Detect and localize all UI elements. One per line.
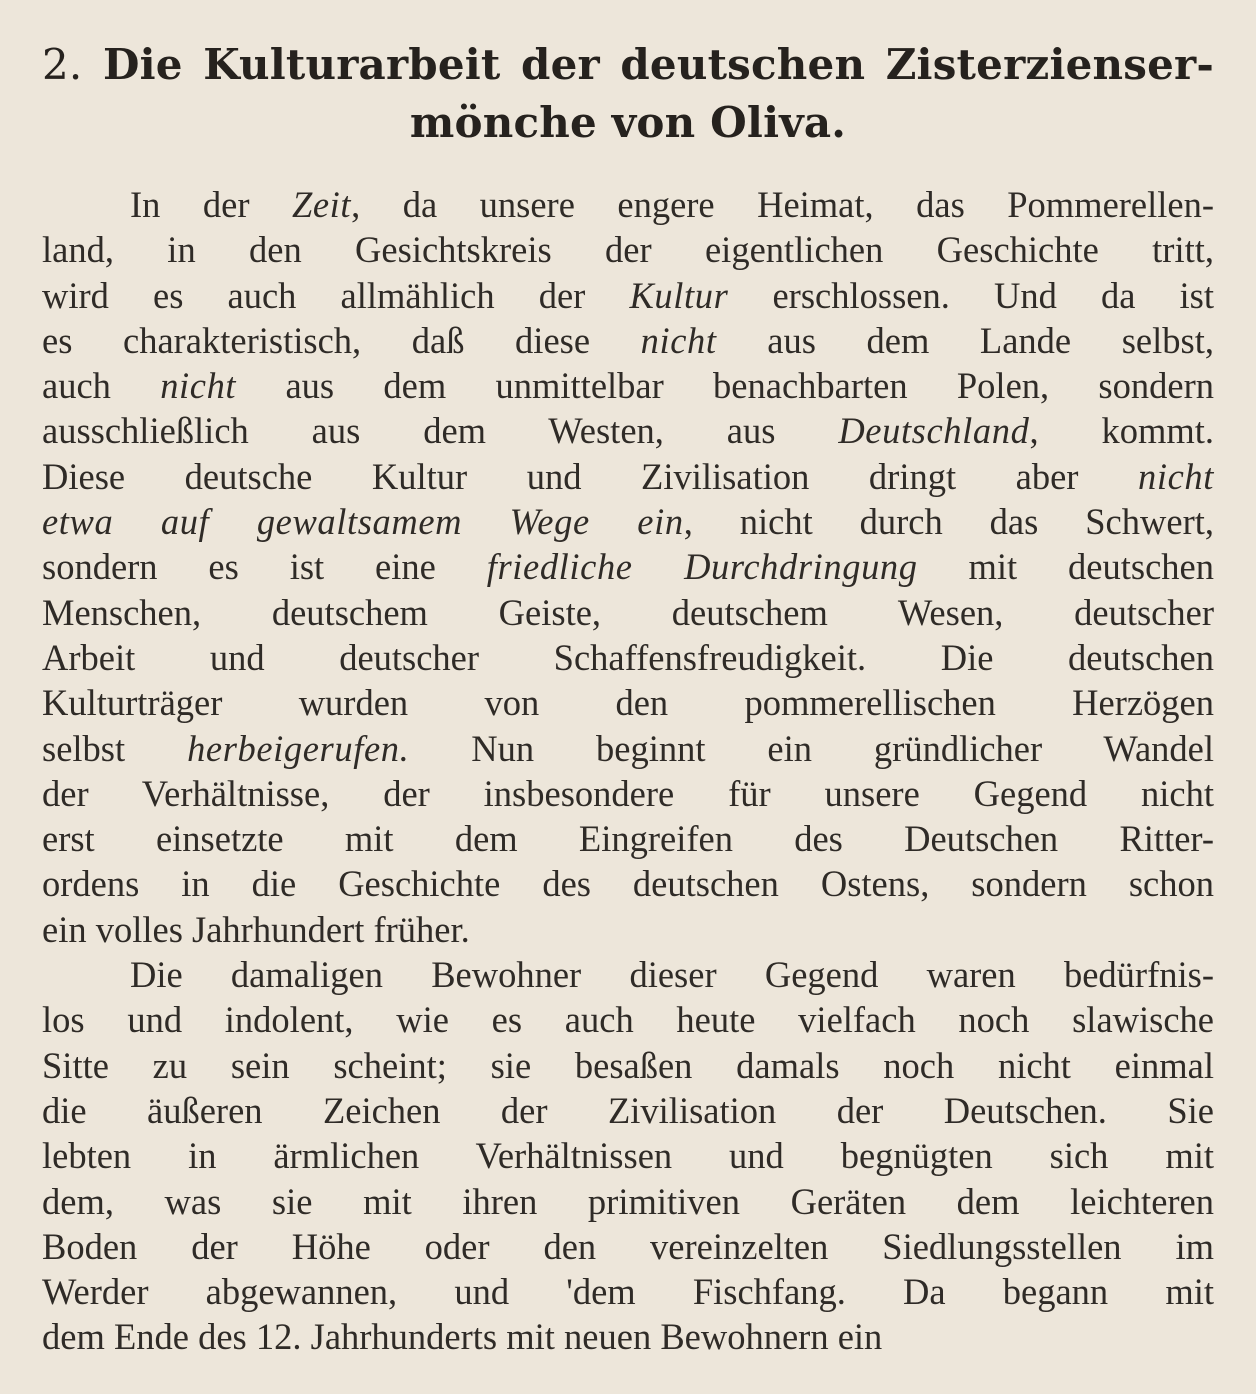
text-run: erst einsetzte mit dem Eingreifen des Deutschen Ritter-	[42, 818, 1214, 860]
text-run: , da unsere engere Heimat, das Pommerellen-	[351, 184, 1215, 225]
text-run: aus dem Lande selbst,	[716, 319, 1214, 361]
chapter-heading	[42, 36, 1214, 152]
heading-line-1	[42, 36, 1214, 94]
text-run: mit deutschen	[917, 546, 1215, 588]
text-run: lebten in ärmlichen Verhältnissen und begnügten sich mit	[42, 1135, 1214, 1177]
emphasized-text: Zeit	[291, 184, 352, 225]
text-line	[42, 771, 1214, 816]
text-run: die äußeren Zeichen der Zivilisation der Deutschen. Sie	[42, 1089, 1214, 1131]
text-line	[42, 544, 1214, 589]
text-line	[42, 952, 1214, 997]
text-line	[42, 635, 1214, 680]
text-run: Sitte zu sein scheint; sie besaßen damals noch nicht einmal	[42, 1044, 1214, 1086]
heading-line-2: mönche von Oliva.	[409, 98, 847, 147]
text-run: Werder abgewannen, und 'dem Fischfang. Da begann mit	[42, 1271, 1214, 1313]
text-line	[42, 907, 1214, 952]
text-line	[42, 726, 1214, 771]
text-run: ausschließlich aus dem Westen, aus	[42, 410, 839, 452]
text-run: ordens in die Geschichte des deutschen Ostens, sondern schon	[42, 863, 1214, 905]
emphasized-text: herbeigerufen.	[187, 727, 410, 769]
text-run: In der	[130, 184, 292, 225]
text-run: los und indolent, wie es auch heute vielfach noch slawische	[42, 999, 1214, 1041]
text-run: aus dem unmittelbar benachbarten Polen, sondern	[236, 365, 1214, 407]
text-run: Boden der Höhe oder den vereinzelten Siedlungsstellen im	[42, 1225, 1214, 1267]
text-line	[42, 273, 1214, 318]
text-line	[42, 1133, 1214, 1178]
text-run: land, in den Gesichtskreis der eigentlichen Geschichte tritt,	[42, 229, 1214, 271]
text-line	[42, 680, 1214, 725]
section-number: 2.	[42, 40, 83, 89]
text-run: Diese deutsche Kultur und Zivilisation dringt aber	[42, 455, 1139, 497]
emphasized-text: friedliche Durchdringung	[486, 546, 918, 588]
text-line	[42, 861, 1214, 906]
text-run: ein volles Jahrhundert früher.	[42, 908, 470, 950]
text-line	[42, 182, 1214, 227]
text-line	[42, 408, 1214, 453]
paragraph	[42, 182, 1214, 952]
emphasized-text: nicht	[1138, 455, 1214, 497]
text-line	[42, 1043, 1214, 1088]
paragraph	[42, 952, 1214, 1360]
text-line	[42, 1179, 1214, 1224]
text-run: , kommt.	[1029, 410, 1214, 452]
text-run: erschlossen. Und da ist	[728, 274, 1215, 316]
text-run: , nicht durch das Schwert,	[683, 501, 1214, 543]
text-line	[42, 816, 1214, 861]
text-line	[42, 1224, 1214, 1269]
text-line	[42, 1088, 1214, 1133]
emphasized-text: Deutschland	[838, 410, 1030, 452]
text-run: wird es auch allmählich der	[42, 274, 630, 316]
emphasized-text: etwa auf gewaltsamem Wege ein	[42, 501, 684, 543]
emphasized-text: nicht	[640, 319, 717, 361]
emphasized-text: Kultur	[629, 274, 729, 316]
emphasized-text: nicht	[160, 365, 237, 407]
text-run: dem Ende des 12. Jahrhunderts mit neuen Bewohnern ein	[42, 1316, 883, 1358]
text-run: dem, was sie mit ihren primitiven Geräten dem leichteren	[42, 1180, 1214, 1222]
text-line	[42, 363, 1214, 408]
text-run: selbst	[42, 727, 188, 769]
text-run: Die damaligen Bewohner dieser Gegend waren bedürfnis-	[130, 954, 1214, 996]
heading-title-part-1: Die Kulturarbeit der deutschen Zisterzienser-	[103, 40, 1215, 89]
text-run: sondern es ist eine	[42, 546, 487, 588]
text-run: Menschen, deutschem Geiste, deutschem Wesen, deutscher	[42, 591, 1214, 633]
text-line	[42, 1269, 1214, 1314]
text-line	[42, 454, 1214, 499]
text-line	[42, 499, 1214, 544]
text-line	[42, 318, 1214, 363]
text-line	[42, 590, 1214, 635]
body-text	[42, 182, 1214, 1360]
text-run: es charakteristisch, daß diese	[42, 319, 641, 361]
text-run: Nun beginnt ein gründlicher Wandel	[409, 727, 1214, 769]
text-line	[42, 997, 1214, 1042]
text-run: auch	[42, 365, 161, 407]
text-line	[42, 1314, 1214, 1359]
text-run: Arbeit und deutscher Schaffensfreudigkeit. Die deutschen	[42, 636, 1214, 678]
text-run: Kulturträger wurden von den pommerellischen Herzögen	[42, 682, 1214, 724]
text-line	[42, 227, 1214, 272]
text-run: der Verhältnisse, der insbesondere für unsere Gegend nicht	[42, 772, 1214, 814]
